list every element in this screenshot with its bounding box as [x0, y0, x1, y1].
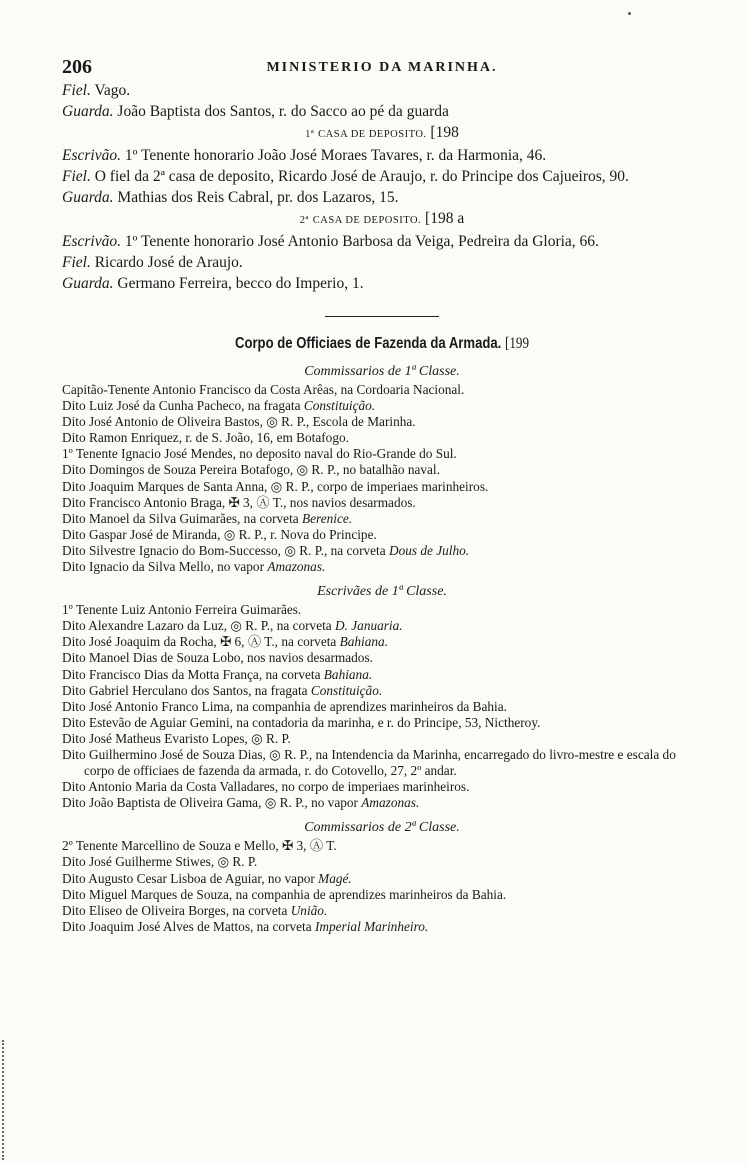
page: [62, 50, 702, 935]
entry-text: Dito José Guilherme Stiwes, ◎ R. P.: [62, 854, 258, 870]
entry-text: Dito Gaspar José de Miranda, ◎ R. P., r. Nova do Principe.: [62, 526, 377, 542]
entry-fiel-vago: [62, 80, 702, 101]
entry-text: João Baptista dos Santos, r. do Sacco ao pé da guarda: [113, 103, 449, 120]
list-item: [62, 602, 702, 618]
list-item: [62, 559, 702, 575]
section-heading: Corpo de Officiaes de Fazenda da Armada. [199: [234, 335, 530, 352]
list-item: [62, 683, 702, 699]
entry-text: Dito Antonio Maria da Costa Valladares, no corpo de imperiaes marinheiros.: [62, 779, 470, 795]
vessel-name: Bahiana.: [339, 634, 389, 650]
entry-text: Dito Gabriel Herculano dos Santos, na fragata: [62, 682, 311, 698]
list-item: [62, 747, 702, 779]
section-divider: [325, 316, 439, 317]
vessel-name: União.: [290, 902, 328, 918]
list-item: [62, 414, 702, 430]
commissarios1-list: [62, 382, 702, 575]
page-header: [62, 50, 702, 80]
list-item: [62, 854, 702, 870]
deposit2-escrivao: Escrivão. 1º Tenente honorario José Antonio Barbosa da Veiga, Pedreira da Gloria, 66.: [62, 233, 599, 250]
list-item: [62, 779, 702, 795]
list-item: [62, 479, 702, 495]
list-item: [62, 527, 702, 543]
deposit1-fiel: Fiel. O fiel da 2ª casa de deposito, Ricardo José de Araujo, r. do Principe dos Cajueiros, 90.: [62, 168, 629, 185]
list-item: [62, 838, 702, 854]
list-item: [62, 462, 702, 478]
list-item: [62, 430, 702, 446]
escrivaes1-list: [62, 602, 702, 811]
deposit1-guarda: Guarda. Mathias dos Reis Cabral, pr. dos Lazaros, 15.: [62, 189, 399, 206]
vessel-name: Amazonas.: [361, 795, 420, 811]
margin-scan-artifact: [2, 1040, 6, 1160]
vessel-name: Bahiana.: [323, 666, 373, 682]
list-item: [62, 634, 702, 650]
list-item: [62, 382, 702, 398]
entry-text: Dito Manoel da Silva Guimarães, na corveta: [62, 510, 303, 526]
entry-text: Dito Alexandre Lazaro da Luz, ◎ R. P., na corveta: [62, 618, 336, 634]
entry-text: Dito Francisco Dias da Motta França, na corveta: [62, 666, 324, 682]
commissarios1-title: Commissarios de 1ª Classe.: [304, 364, 460, 379]
commissarios2-title: Commissarios de 2ª Classe.: [304, 820, 460, 836]
running-title: MINISTERIO DA MARINHA.: [266, 60, 498, 75]
entry-text: Dito José Joaquim da Rocha, ✠ 6, Ⓐ T., na corveta: [62, 634, 340, 650]
page-number: 206: [62, 56, 92, 78]
vessel-name: Imperial Marinheiro.: [314, 918, 429, 934]
list-item: [62, 795, 702, 811]
list-item: [62, 511, 702, 527]
entry-text: 2º Tenente Marcellino de Souza e Mello, ✠ 3, Ⓐ T.: [62, 838, 337, 854]
entry-text: Dito João Baptista de Oliveira Gama, ◎ R. P., no vapor: [62, 795, 362, 811]
vessel-name: Amazonas.: [267, 559, 326, 575]
list-item: [62, 919, 702, 935]
vessel-name: Berenice.: [302, 510, 353, 526]
list-item: [62, 699, 702, 715]
speck: [628, 12, 631, 15]
entry-text: Dito Francisco Antonio Braga, ✠ 3, Ⓐ T., nos navios desarmados.: [62, 494, 416, 510]
list-item: [62, 543, 702, 559]
list-item: [62, 650, 702, 666]
vessel-name: Dous de Julho.: [388, 542, 470, 558]
vessel-name: Constituição.: [303, 398, 376, 414]
entry-text: Dito Estevão de Aguiar Gemini, na contadoria da marinha, e r. do Principe, 53, Nictheroy.: [62, 714, 541, 730]
list-item: [62, 715, 702, 731]
entry-text: Dito José Antonio Franco Lima, na companhia de aprendizes marinheiros da Bahia.: [62, 698, 507, 714]
entry-guarda: [62, 101, 702, 122]
deposit2-guarda: Guarda. Germano Ferreira, becco do Imperio, 1.: [62, 275, 364, 292]
entry-text: Dito Ramon Enriquez, r. de S. João, 16, em Botafogo.: [62, 430, 349, 446]
role-label: Guarda.: [62, 103, 114, 120]
entry-text: Dito Manoel Dias de Souza Lobo, nos navios desarmados.: [62, 650, 373, 666]
list-item: [62, 446, 702, 462]
entry-text: Dito Guilhermino José de Souza Dias, ◎ R. P., na Intendencia da Marinha, encarregado do livro-mestre e escala do corpo de officiaes de fazenda da armada, r. do Cotovello, 27, 2º andar.: [62, 746, 676, 779]
vessel-name: Magé.: [318, 870, 352, 886]
deposit2-fiel: Fiel. Ricardo José de Araujo.: [62, 254, 243, 271]
entry-text: Dito Ignacio da Silva Mello, no vapor: [62, 559, 268, 575]
entry-text: Dito Luiz José da Cunha Pacheco, na fragata: [62, 398, 304, 414]
entry-text: 1º Tenente Ignacio José Mendes, no deposito naval do Rio-Grande do Sul.: [62, 446, 457, 462]
vessel-name: Constituição.: [310, 682, 383, 698]
list-item: [62, 887, 702, 903]
list-item: [62, 903, 702, 919]
commissarios2-list: [62, 838, 702, 935]
entry-text: Dito Eliseo de Oliveira Borges, na corveta: [62, 902, 291, 918]
list-item: [62, 495, 702, 511]
list-item: [62, 667, 702, 683]
entry-text: Dito Joaquim Marques de Santa Anna, ◎ R. P., corpo de imperiaes marinheiros.: [62, 478, 489, 494]
deposit2-heading: 2ª CASA DE DEPOSITO. [198 a: [299, 210, 465, 227]
list-item: [62, 871, 702, 887]
deposit1-escrivao: Escrivão. 1º Tenente honorario João José Moraes Tavares, r. da Harmonia, 46.: [62, 147, 547, 164]
entry-text: Capitão-Tenente Antonio Francisco da Costa Arêas, na Cordoaria Nacional.: [62, 382, 465, 397]
entry-text: Dito Silvestre Ignacio do Bom-Successo, ◎ R. P., na corveta: [62, 542, 389, 558]
entry-text: Dito José Matheus Evaristo Lopes, ◎ R. P.: [62, 730, 291, 746]
entry-text: Dito Miguel Marques de Souza, na companhia de aprendizes marinheiros da Bahia.: [62, 886, 507, 902]
deposit1-heading: 1ª CASA DE DEPOSITO. [198: [305, 124, 459, 141]
list-item: [62, 618, 702, 634]
list-item: [62, 398, 702, 414]
entry-text: Dito Joaquim José Alves de Mattos, na corveta: [62, 918, 315, 934]
role-label: Fiel.: [62, 82, 91, 99]
entry-text: Dito Augusto Cesar Lisboa de Aguiar, no vapor: [62, 870, 319, 886]
entry-text: Vago.: [90, 82, 131, 99]
vessel-name: D. Januaria.: [335, 618, 403, 634]
escrivaes1-title: Escrivães de 1ª Classe.: [317, 584, 447, 600]
entry-text: Dito José Antonio de Oliveira Bastos, ◎ R. P., Escola de Marinha.: [62, 414, 416, 430]
entry-text: 1º Tenente Luiz Antonio Ferreira Guimarães.: [62, 602, 302, 618]
list-item: [62, 731, 702, 747]
entry-text: Dito Domingos de Souza Pereira Botafogo, ◎ R. P., no batalhão naval.: [62, 462, 440, 478]
